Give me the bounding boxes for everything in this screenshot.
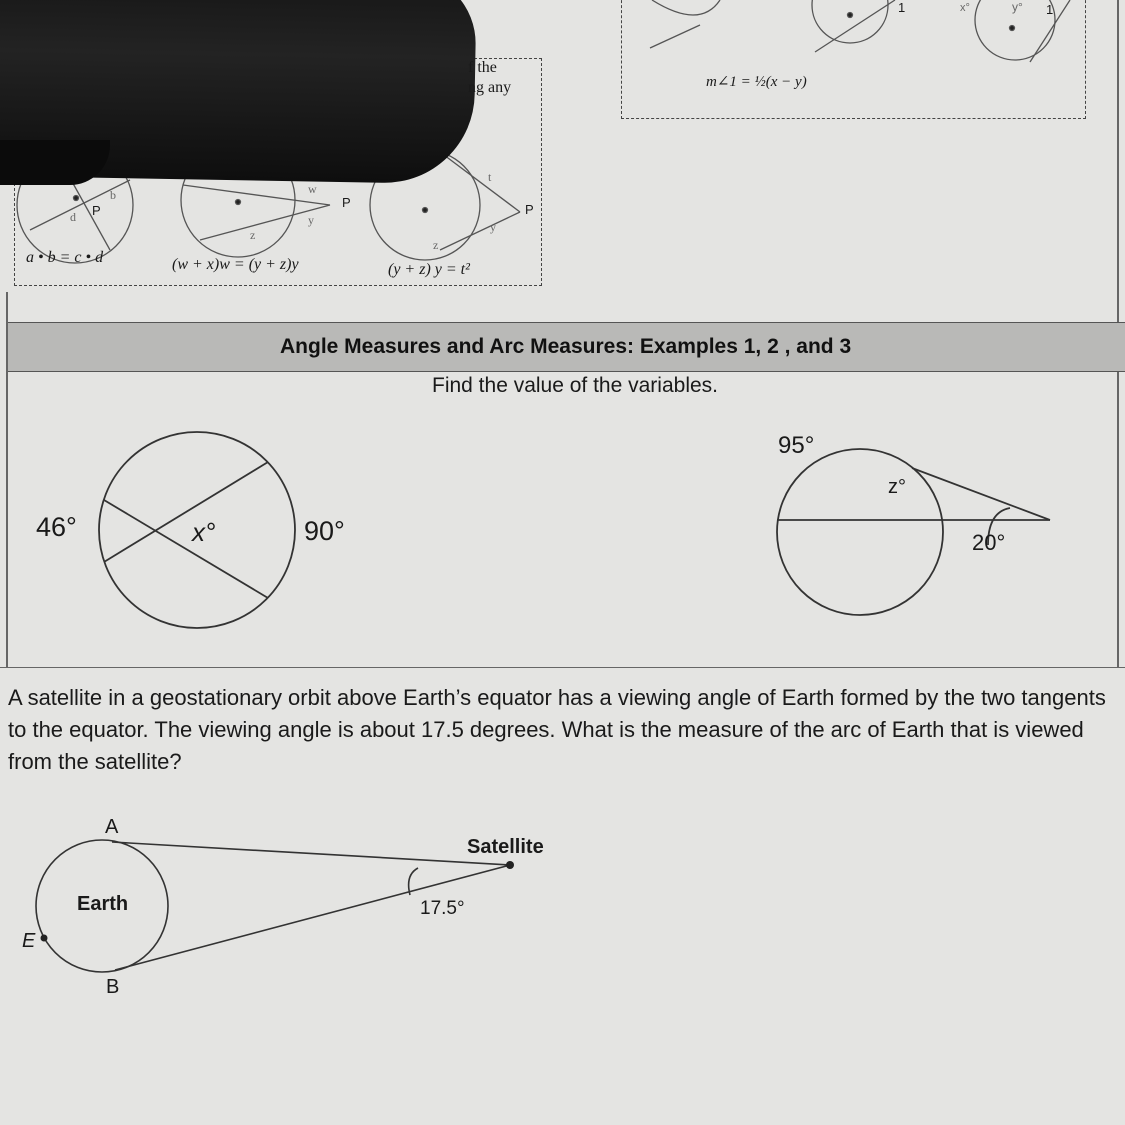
- label-point-a: A: [105, 816, 119, 838]
- label-1-right: 1: [1046, 2, 1054, 17]
- example1-angle-x: x°: [192, 517, 216, 547]
- label-p-mid: P: [342, 195, 351, 210]
- example2-arc-top: 95°: [778, 432, 815, 459]
- label-satellite: Satellite: [467, 836, 544, 858]
- satellite-problem-text: A satellite in a geostationary orbit above Earth’s equator has a viewing angle of Earth formed by the two tangents to the equator. The viewing angle is about 17.5 degrees. What is the measure of the arc of Earth that is viewed from the satellite?: [8, 685, 1106, 774]
- partial-theorem-text: [468, 58, 511, 98]
- example1-arc-left: 46°: [36, 512, 77, 542]
- formula-exterior-angle: m∠1 = ½(x − y): [706, 74, 807, 90]
- label-t: t: [488, 170, 492, 184]
- label-d: d: [70, 210, 76, 224]
- label-point-e: E: [22, 930, 36, 952]
- formula-chords: a • b = c • d: [26, 249, 104, 266]
- instruction-text: Find the value of the variables.: [432, 374, 719, 397]
- label-w: w: [308, 182, 317, 196]
- partial-text-line-2: ng any: [468, 79, 512, 96]
- label-z-mid: z: [250, 228, 256, 242]
- label-p-left: P: [92, 203, 101, 218]
- formula-secants: (w + x)w = (y + z)y: [172, 256, 299, 273]
- example2-figure: [777, 449, 1050, 615]
- label-earth: Earth: [77, 893, 129, 915]
- example2-angle-z: z°: [888, 476, 906, 498]
- label-b: b: [110, 188, 116, 202]
- label-y-deg: y°: [1012, 0, 1023, 14]
- label-point-b: B: [106, 976, 120, 998]
- partial-text-line-1: f the: [468, 59, 497, 76]
- section-divider: [0, 667, 1125, 668]
- example1-arc-right: 90°: [304, 516, 345, 546]
- label-y-mid: y: [308, 213, 314, 227]
- formula-tangent-secant: (y + z) y = t²: [388, 261, 470, 278]
- label-p-right: P: [525, 202, 534, 217]
- label-y-right: y: [490, 220, 496, 234]
- exterior-angle-figures: [650, 0, 1070, 62]
- label-1-mid: 1: [898, 0, 906, 15]
- section-banner: [8, 322, 1125, 372]
- label-viewing-angle: 17.5°: [420, 898, 465, 919]
- example2-angle-outside: 20°: [972, 530, 1006, 555]
- section-title: Angle Measures and Arc Measures: Examples 1, 2 , and 3: [280, 335, 852, 358]
- label-z-right: z: [433, 238, 439, 252]
- label-x-deg: x°: [960, 2, 970, 14]
